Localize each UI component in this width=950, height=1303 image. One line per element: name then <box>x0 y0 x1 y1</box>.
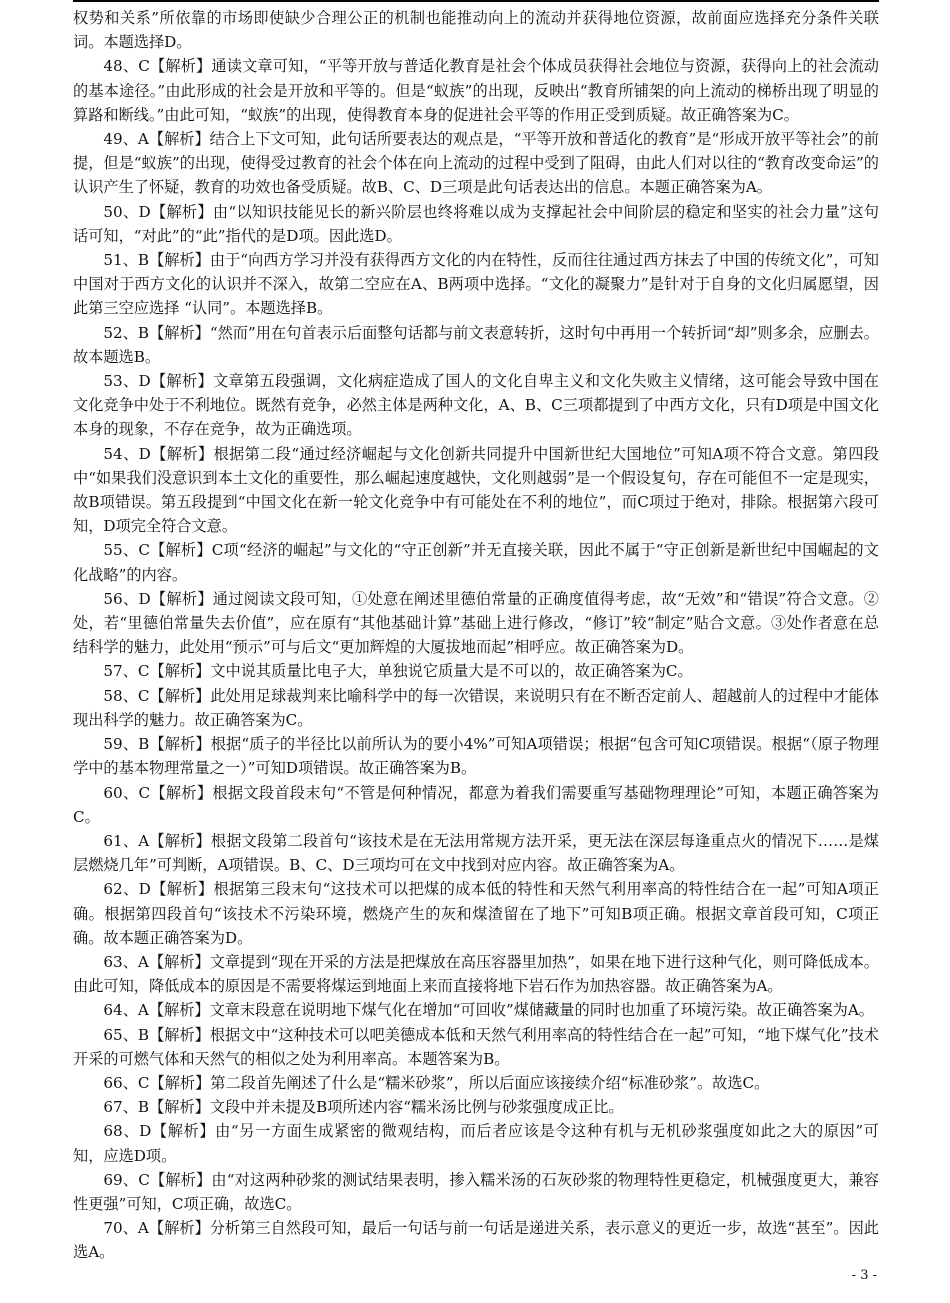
answer-65: 65、B【解析】根据文中“这种技术可以吧美德成本低和天然气利用率高的特性结合在一起”可知，“地下煤气化”技术开采的可燃气体和天然气的相似之处为利用率高。本题答案为B。 <box>73 1025 879 1068</box>
paragraph-continuation: 权势和关系”所依靠的市场即使缺少合理公正的机制也能推动向上的流动并获得地位资源，故前面应选择充分条件关联词。本题选择D。 <box>73 9 879 52</box>
answer-52: 52、B【解析】“然而”用在句首表示后面整句话都与前文表意转折，这时句中再用一个转折词“却”则多余，应删去。故本题选B。 <box>73 323 879 366</box>
answer-60: 60、C【解析】根据文段首段末句“不管是何种情况，都意为着我们需要重写基础物理理论”可知，本题正确答案为C。 <box>73 783 879 826</box>
answer-63: 63、A【解析】文章提到“现在开采的方法是把煤放在高压容器里加热”，如果在地下进行这种气化，则可降低成本。由此可知，降低成本的原因是不需要将煤运到地面上来而直接将地下岩石作为加热容器。故正确答案为A。 <box>73 952 879 996</box>
answer-61: 61、A【解析】根据文段第二段首句“该技术是在无法用常规方法开采，更无法在深层每逢重点火的情况下……是煤层燃烧几年”可判断，A项错误。B、C、D三项均可在文中找到对应内容。故正确答案为A。 <box>73 831 879 875</box>
answer-53: 53、D【解析】文章第五段强调，文化病症造成了国人的文化自卑主义和文化失败主义情绪，这可能会导致中国在文化竞争中处于不利地位。既然有竞争，必然主体是两种文化，A、B、C三项都提到了中西方文化，只有D项是中国文化本身的现象，不存在竞争，故为正确选项。 <box>73 372 879 439</box>
answer-explanations <box>73 0 879 1265</box>
answer-54: 54、D【解析】根据第二段“通过经济崛起与文化创新共同提升中国新世纪大国地位”可知A项不符合文意。第四段中“如果我们没意识到本土文化的重要性，那么崛起速度越快，文化则越弱”是一个假设复句，存在可能但不一定是现实，故B项错误。第五段提到“中国文化在新一轮文化竞争中有可能处在不利的地位”，而C项过于绝对，排除。根据第六段可知，D项完全符合文意。 <box>73 444 879 536</box>
answer-64: 64、A【解析】文章末段意在说明地下煤气化在增加“可回收”煤储藏量的同时也加重了环境污染。故正确答案为A。 <box>103 1001 874 1020</box>
answer-59: 59、B【解析】根据“质子的半径比以前所认为的要小4%”可知A项错误；根据“包含可知C项错误。根据“（原子物理学中的基本物理常量之一）”可知D项错误。故正确答案为B。 <box>73 735 879 778</box>
answer-51: 51、B【解析】由于“向西方学习并没有获得西方文化的内在特性，反而往往通过西方抹去了中国的传统文化”，可知中国对于西方文化的认识并不深入，故第二空应在A、B两项中选择。“文化的凝聚力”是针对于自身的文化归属愿望，因此第三空应选择 “认同”。本题选择B。 <box>73 251 879 318</box>
answer-69: 69、C【解析】由“对这两种砂浆的测试结果表明，掺入糯米汤的石灰砂浆的物理特性更稳定，机械强度更大，兼容性更强”可知，C项正确，故选C。 <box>73 1170 879 1213</box>
answer-55: 55、C【解析】C项“经济的崛起”与文化的“守正创新”并无直接关联，因此不属于“守正创新是新世纪中国崛起的文化战略”的内容。 <box>73 541 879 584</box>
page-number: - 3 - <box>851 1268 877 1283</box>
answer-68: 68、D【解析】由“另一方面生成紧密的微观结构，而后者应该是令这种有机与无机砂浆强度如此之大的原因”可知，应选D项。 <box>73 1122 879 1165</box>
answer-57: 57、C【解析】文中说其质量比电子大，单独说它质量大是不可以的，故正确答案为C。 <box>103 662 693 681</box>
answer-50: 50、D【解析】由“以知识技能见长的新兴阶层也终将难以成为支撑起社会中间阶层的稳定和坚实的社会力量”这句话可知，“对此”的“此”指代的是D项。因此选D。 <box>73 202 879 245</box>
answer-48: 48、C【解析】通读文章可知，“平等开放与普适化教育是社会个体成员获得社会地位与资源，获得向上的社会流动的基本途径。”由此形成的社会是开放和平等的。但是“蚁族”的出现，反映出“教育所铺架的向上流动的梯桥出现了明显的算路和断线。”由此可知，“蚁族”的出现，使得教育本身的促进社会平等的作用正受到质疑。故正确答案为C。 <box>73 57 879 124</box>
answer-56: 56、D【解析】通过阅读文段可知，①处意在阐述里德伯常量的正确度值得考虑，故“无效”和“错误”符合文意。②处，若“里德伯常量失去价值”，应在原有“其他基础计算”基础上进行修改，“修订”较“制定”贴合文意。③处作者意在总结科学的魅力，此处用“预示”可与后文“更加辉煌的大厦拔地而起”相呼应。故正确答案为D。 <box>73 589 879 657</box>
answer-58: 58、C【解析】此处用足球裁判来比喻科学中的每一次错误，来说明只有在不断否定前人、超越前人的过程中才能体现出科学的魅力。故正确答案为C。 <box>73 686 879 729</box>
answer-70: 70、A【解析】分析第三自然段可知，最后一句话与前一句话是递进关系，表示意义的更近一步，故选“甚至”。因此选A。 <box>73 1219 879 1262</box>
answer-67: 67、B【解析】文段中并未提及B项所述内容“糯米汤比例与砂浆强度成正比。 <box>103 1098 624 1117</box>
answer-66: 66、C【解析】第二段首先阐述了什么是“糯米砂浆”，所以后面应该接续介绍“标准砂浆”。故选C。 <box>103 1073 770 1092</box>
answer-62: 62、D【解析】根据第三段末句“这技术可以把煤的成本低的特性和天然气利用率高的特性结合在一起”可知A项正确。根据第四段首句“该技术不污染环境，燃烧产生的灰和煤渣留在了地下”可知B项正确。根据文章首段可知，C项正确。故本题正确答案为D。 <box>73 880 879 947</box>
answer-49: 49、A【解析】结合上下文可知，此句话所要表达的观点是，“平等开放和普适化的教育”是“形成开放平等社会”的前提，但是“蚁族”的出现，使得受过教育的社会个体在向上流动的过程中受到了阻碍，由此人们对以往的“教育改变命运”的认识产生了怀疑，教育的功效也备受质疑。故B、C、D三项是此句话表达出的信息。本题正确答案为A。 <box>73 130 879 197</box>
